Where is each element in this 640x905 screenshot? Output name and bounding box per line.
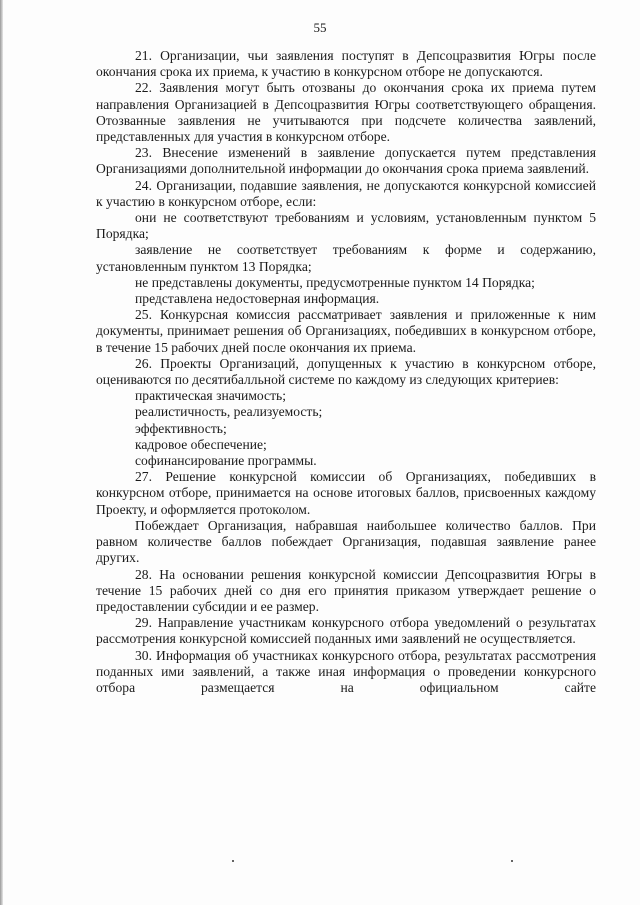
paragraph-25: 25. Конкурсная комиссия рассматривает заявления и приложенные к ним документы, принимает решения об Организациях, победивших в конкурсном отборе, в течение 15 рабочих дней после окончания их приема. xyxy=(96,307,596,355)
scan-speck xyxy=(232,860,234,862)
paragraph-22: 22. Заявления могут быть отозваны до окончания срока их приема путем направления Организацией в Депсоцразвития Югры соответствующего обращения. Отозванные заявления не учитываются при подсчете количества заявлений, представленных для участия в конкурсном отборе. xyxy=(96,80,596,145)
list-item-24-4: представлена недостоверная информация. xyxy=(135,291,380,307)
list-item-24-1: они не соответствуют требованиям и условиям, установленным пунктом 5 Порядка; xyxy=(96,210,596,242)
paragraph-21: 21. Организации, чьи заявления поступят в Депсоцразвития Югры после окончания срока их приема, к участию в конкурсном отборе не допускаются. xyxy=(96,48,596,80)
document-body xyxy=(96,48,596,696)
page-number: 55 xyxy=(313,20,327,35)
paragraph-28: 28. На основании решения конкурсной комиссии Депсоцразвития Югры в течение 15 рабочих дней со дня его принятия приказом утверждает решение о предоставлении субсидии и ее размер. xyxy=(96,566,596,614)
paragraph-27: 27. Решение конкурсной комиссии об Организациях, победивших в конкурсном отборе, принимается на основе итоговых баллов, присвоенных каждому Проекту, и оформляется протоколом. xyxy=(96,469,596,517)
list-item-24-3: не представлены документы, предусмотренные пунктом 14 Порядка; xyxy=(135,274,535,290)
paragraph-29: 29. Направление участникам конкурсного отбора уведомлений о результатах рассмотрения конкурсной комиссией поданных ими заявлений не осуществляется. xyxy=(96,615,596,647)
criterion-4: кадровое обеспечение; xyxy=(135,436,267,452)
scan-speck xyxy=(511,860,513,862)
criterion-2: реалистичность, реализуемость; xyxy=(135,404,323,420)
criterion-3: эффективность; xyxy=(135,420,227,436)
paragraph-30: 30. Информация об участниках конкурсного отбора, результатах рассмотрения поданных ими заявлений, а также иная информация о проведении конкурсного отбора размещается на официальном сайте xyxy=(96,647,596,695)
paragraph-27-2: Побеждает Организация, набравшая наибольшее количество баллов. При равном количестве баллов побеждает Организация, подавшая заявление ранее других. xyxy=(96,517,596,566)
criterion-1: практическая значимость; xyxy=(135,388,287,404)
criterion-5: софинансирование программы. xyxy=(135,453,317,469)
paragraph-26: 26. Проекты Организаций, допущенных к участию в конкурсном отборе, оцениваются по десятибалльной системе по каждому из следующих критериев: xyxy=(96,355,596,388)
scan-edge xyxy=(0,0,3,905)
paragraph-24: 24. Организации, подавшие заявления, не допускаются конкурсной комиссией к участию в конкурсном отборе, если: xyxy=(96,177,596,209)
list-item-24-2: заявление не соответствует требованиям к форме и содержанию, установленным пунктом 13 Порядка; xyxy=(96,242,596,274)
paragraph-23: 23. Внесение изменений в заявление допускается путем представления Организациями дополнительной информации до окончания срока приема заявлений. xyxy=(96,145,596,177)
